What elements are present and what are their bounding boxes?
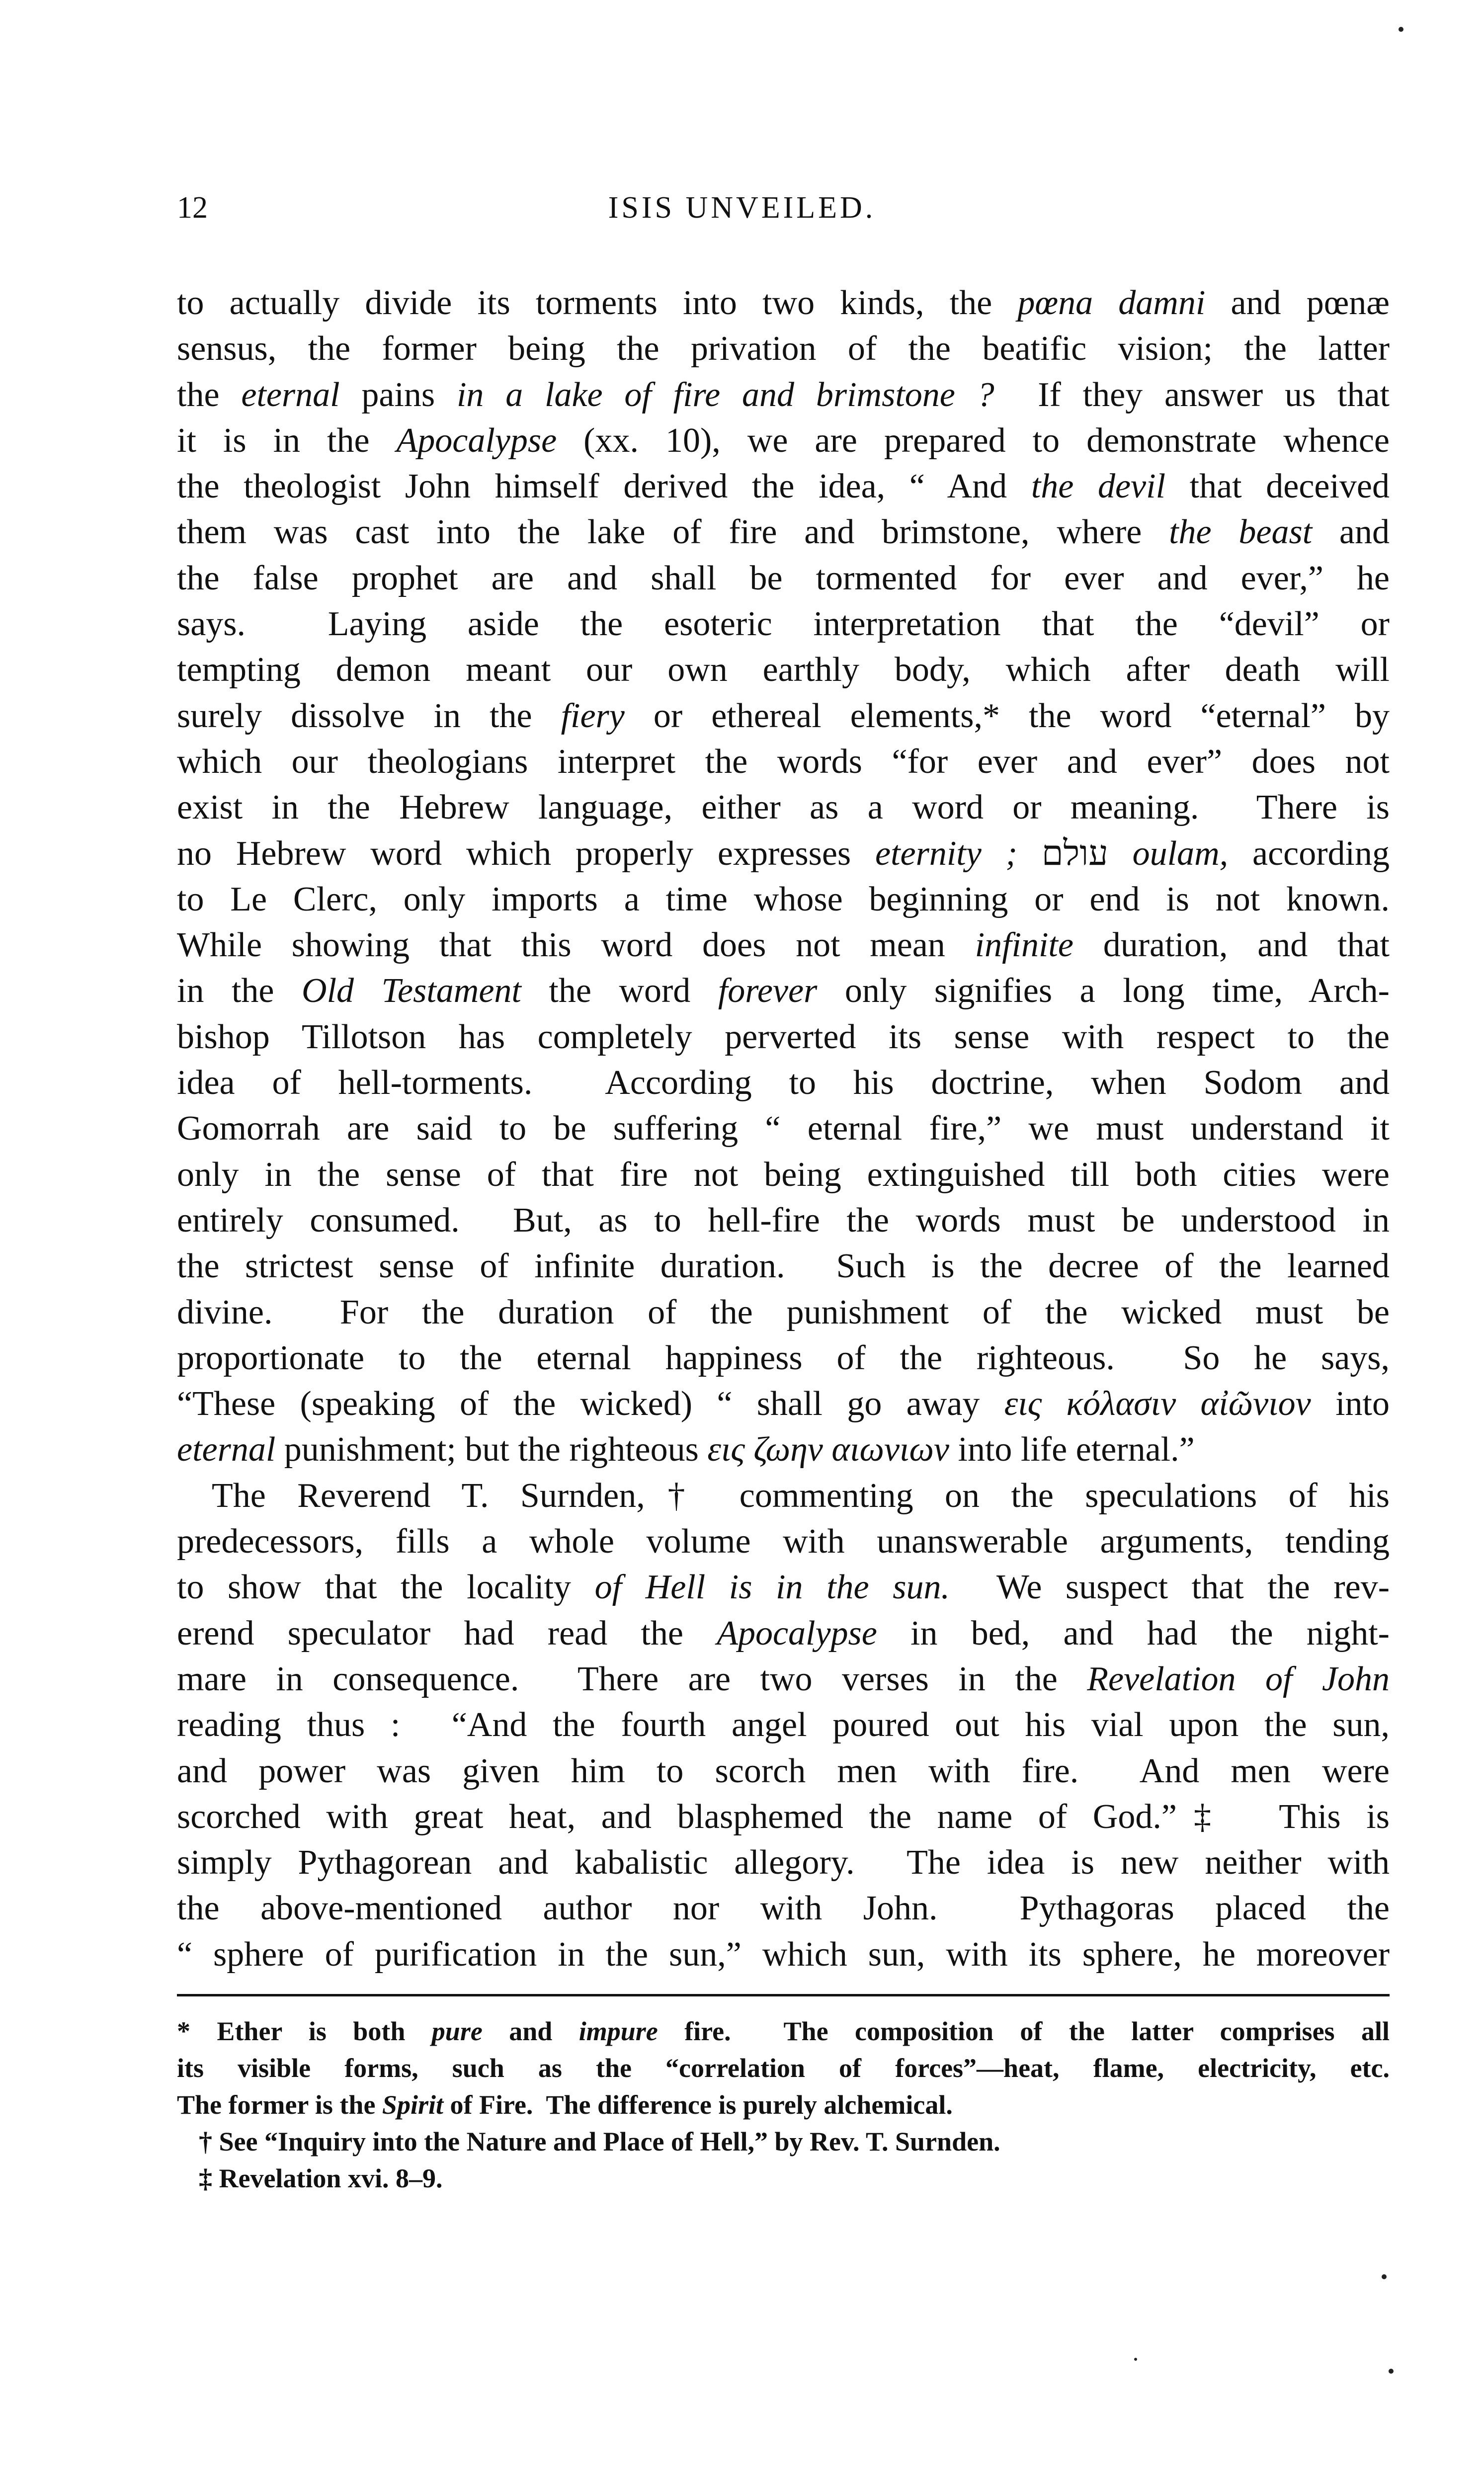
text-run: † See “Inquiry into the Nature and Place of Hell,” by Rev. T. Surnden. bbox=[199, 2127, 1000, 2156]
text-run: in bed, and had the night- bbox=[877, 1614, 1390, 1653]
text-run: simply Pythagorean and kabalistic allegory. The idea is new neither with bbox=[177, 1843, 1390, 1882]
text-run: predecessors, fills a whole volume with unanswerable arguments, tending bbox=[177, 1522, 1390, 1561]
text-line bbox=[177, 1565, 1390, 1610]
text-run: * Ether is both bbox=[177, 2016, 432, 2046]
scan-speck bbox=[1399, 27, 1403, 32]
text-run: which our theologians interpret the words “for ever and ever” does not bbox=[177, 742, 1390, 781]
text-run: reading thus : “And the fourth angel poured out his vial upon the sun, bbox=[177, 1706, 1390, 1744]
italic-text: of Hell is in the sun. bbox=[594, 1568, 950, 1607]
text-line bbox=[177, 1748, 1390, 1794]
footnote-divider bbox=[177, 1994, 1390, 1996]
italic-text: eternal bbox=[177, 1430, 276, 1469]
footnote-line bbox=[177, 2160, 1390, 2197]
text-line bbox=[177, 1335, 1390, 1381]
scan-speck bbox=[1134, 2358, 1137, 2361]
text-run: mare in consequence. There are two verses in the bbox=[177, 1659, 1087, 1698]
text-line bbox=[177, 1886, 1390, 1931]
text-run: of Fire. The difference is purely alchemical. bbox=[443, 2090, 953, 2120]
text-run: The former is the bbox=[177, 2090, 382, 2120]
text-line bbox=[177, 1106, 1390, 1152]
text-line bbox=[177, 1702, 1390, 1748]
text-line bbox=[177, 785, 1390, 830]
text-line bbox=[177, 464, 1390, 509]
text-run: says. Laying aside the esoteric interpretation that the “devil” or bbox=[177, 605, 1390, 644]
text-line bbox=[177, 739, 1390, 785]
text-line bbox=[177, 1794, 1390, 1840]
text-run: the word bbox=[521, 972, 718, 1010]
text-run: tempting demon meant our own earthly body, which after death will bbox=[177, 651, 1390, 689]
text-run: and bbox=[482, 2016, 579, 2046]
italic-text: Revelation of John bbox=[1087, 1659, 1390, 1698]
footnote-line bbox=[177, 2050, 1390, 2086]
text-run: The Reverend T. Surnden,† commenting on the speculations of his bbox=[212, 1476, 1390, 1515]
text-line bbox=[177, 509, 1390, 555]
text-run: to show that the locality bbox=[177, 1568, 595, 1607]
text-line bbox=[177, 601, 1390, 647]
text-run: and bbox=[1312, 513, 1390, 552]
italic-text: the devil bbox=[1031, 467, 1166, 506]
text-run: sensus, the former being the privation of the beatific vision; the latter bbox=[177, 330, 1390, 368]
text-run: bishop Tillotson has completely perverted its sense with respect to the bbox=[177, 1017, 1390, 1056]
text-line bbox=[177, 1290, 1390, 1335]
text-run: it is in the bbox=[177, 421, 397, 460]
text-run: pains bbox=[339, 375, 457, 414]
text-run: the theologist John himself derived the idea, “ And bbox=[177, 467, 1031, 506]
text-run: to actually divide its torments into two kinds, the bbox=[177, 284, 1018, 322]
text-run: into bbox=[1311, 1385, 1390, 1423]
body-text bbox=[177, 280, 1390, 1978]
text-run: no Hebrew word which properly expresses bbox=[177, 834, 876, 873]
footnotes bbox=[177, 2013, 1390, 2197]
footnote-line bbox=[177, 2013, 1390, 2050]
text-run: “These (speaking of the wicked) “ shall go away bbox=[177, 1385, 1004, 1423]
text-run: proportionate to the eternal happiness of the righteous. So he says, bbox=[177, 1338, 1390, 1377]
text-line bbox=[177, 831, 1390, 877]
text-line bbox=[177, 556, 1390, 601]
text-run: in the bbox=[177, 972, 302, 1010]
text-line bbox=[177, 326, 1390, 372]
text-line bbox=[177, 1198, 1390, 1243]
text-run: duration, and that bbox=[1073, 926, 1390, 965]
text-line bbox=[177, 1381, 1390, 1427]
text-run: into life eternal.” bbox=[949, 1430, 1195, 1469]
text-line bbox=[177, 693, 1390, 739]
italic-text: in a lake of fire and brimstone ? bbox=[456, 375, 994, 414]
italic-text: impure bbox=[578, 2016, 658, 2046]
text-run: If they answer us that bbox=[994, 375, 1390, 414]
text-run: “ sphere of purification in the sun,” which sun, with its sphere, he moreover bbox=[177, 1935, 1390, 1974]
page-number: 12 bbox=[177, 191, 208, 225]
text-run: עולם bbox=[1017, 834, 1133, 873]
text-run: Gomorrah are said to be suffering “ eternal fire,” we must understand it bbox=[177, 1109, 1390, 1148]
text-run: fire. The composition of the latter comprises all bbox=[658, 2016, 1390, 2046]
italic-text: Apocalypse bbox=[396, 421, 557, 460]
text-run: or ethereal elements,* the word “eternal” by bbox=[624, 696, 1390, 735]
italic-text: forever bbox=[718, 972, 818, 1010]
italic-text: Apocalypse bbox=[717, 1614, 877, 1653]
text-line bbox=[177, 877, 1390, 922]
italic-text: εις ζωην αιωνιων bbox=[707, 1430, 949, 1469]
italic-text: εις κόλασιν αἰῶνιον bbox=[1004, 1385, 1311, 1423]
text-run: and power was given him to scorch men with fire. And men were bbox=[177, 1751, 1390, 1790]
text-line bbox=[177, 1152, 1390, 1198]
text-run: ‡ Revelation xvi. 8–9. bbox=[199, 2163, 443, 2193]
italic-text: pœna damni bbox=[1017, 284, 1206, 322]
text-run: and pœnæ bbox=[1205, 284, 1390, 322]
italic-text: oulam, bbox=[1132, 834, 1229, 873]
text-line bbox=[177, 418, 1390, 464]
text-line bbox=[177, 1932, 1390, 1978]
italic-text: eternal bbox=[241, 375, 340, 414]
scan-speck bbox=[1382, 2274, 1387, 2279]
text-line bbox=[177, 280, 1390, 326]
text-run: erend speculator had read the bbox=[177, 1614, 717, 1653]
text-line bbox=[177, 1840, 1390, 1886]
text-run: only signifies a long time, Arch- bbox=[817, 972, 1390, 1010]
text-line bbox=[177, 1657, 1390, 1702]
text-run: the strictest sense of infinite duration. Such is the decree of the learned bbox=[177, 1247, 1390, 1286]
scan-speck bbox=[1389, 2369, 1394, 2374]
text-run: its visible forms, such as the “correlation of forces”—heat, flame, electricity, etc. bbox=[177, 2053, 1390, 2083]
italic-text: Old Testament bbox=[302, 972, 521, 1010]
text-run: While showing that this word does not mean bbox=[177, 926, 975, 965]
italic-text: fiery bbox=[561, 696, 625, 735]
text-line bbox=[177, 922, 1390, 968]
text-line bbox=[177, 968, 1390, 1014]
text-run: them was cast into the lake of fire and brimstone, where bbox=[177, 513, 1169, 552]
text-run: (xx. 10), we are prepared to demonstrate whence bbox=[557, 421, 1390, 460]
text-run: scorched with great heat, and blasphemed the name of God.”‡ This is bbox=[177, 1797, 1390, 1836]
italic-text: eternity ; bbox=[875, 834, 1017, 873]
text-line bbox=[177, 1473, 1390, 1519]
text-run: surely dissolve in the bbox=[177, 696, 561, 735]
text-run: to Le Clerc, only imports a time whose beginning or end is not known. bbox=[177, 880, 1390, 918]
text-line bbox=[177, 1611, 1390, 1657]
text-run: that deceived bbox=[1165, 467, 1390, 506]
text-run: the bbox=[177, 375, 242, 414]
running-head: ISIS UNVEILED. bbox=[608, 191, 876, 225]
text-run: entirely consumed. But, as to hell-fire the words must be understood in bbox=[177, 1201, 1390, 1240]
italic-text: Spirit bbox=[382, 2090, 443, 2120]
text-run: only in the sense of that fire not being extinguished till both cities were bbox=[177, 1155, 1390, 1194]
text-run: idea of hell-torments. According to his doctrine, when Sodom and bbox=[177, 1064, 1390, 1102]
italic-text: infinite bbox=[975, 926, 1073, 965]
text-line bbox=[177, 1243, 1390, 1289]
italic-text: the beast bbox=[1169, 513, 1313, 552]
text-run: the above-mentioned author nor with John. Pythagoras placed the bbox=[177, 1889, 1390, 1928]
text-line bbox=[177, 1014, 1390, 1060]
text-run: divine. For the duration of the punishment of the wicked must be bbox=[177, 1293, 1390, 1331]
text-run: the false prophet are and shall be tormented for ever and ever,” he bbox=[177, 559, 1390, 597]
footnote-line bbox=[177, 2086, 1390, 2123]
text-line bbox=[177, 1427, 1390, 1473]
text-run: according bbox=[1228, 834, 1390, 873]
footnote-line bbox=[177, 2123, 1390, 2160]
text-line bbox=[177, 372, 1390, 418]
text-line bbox=[177, 1519, 1390, 1565]
text-run: punishment; but the righteous bbox=[275, 1430, 708, 1469]
text-run: exist in the Hebrew language, either as a word or meaning. There is bbox=[177, 788, 1390, 827]
text-run: We suspect that the rev- bbox=[949, 1568, 1390, 1607]
text-line bbox=[177, 647, 1390, 693]
text-line bbox=[177, 1060, 1390, 1106]
italic-text: pure bbox=[431, 2016, 483, 2046]
